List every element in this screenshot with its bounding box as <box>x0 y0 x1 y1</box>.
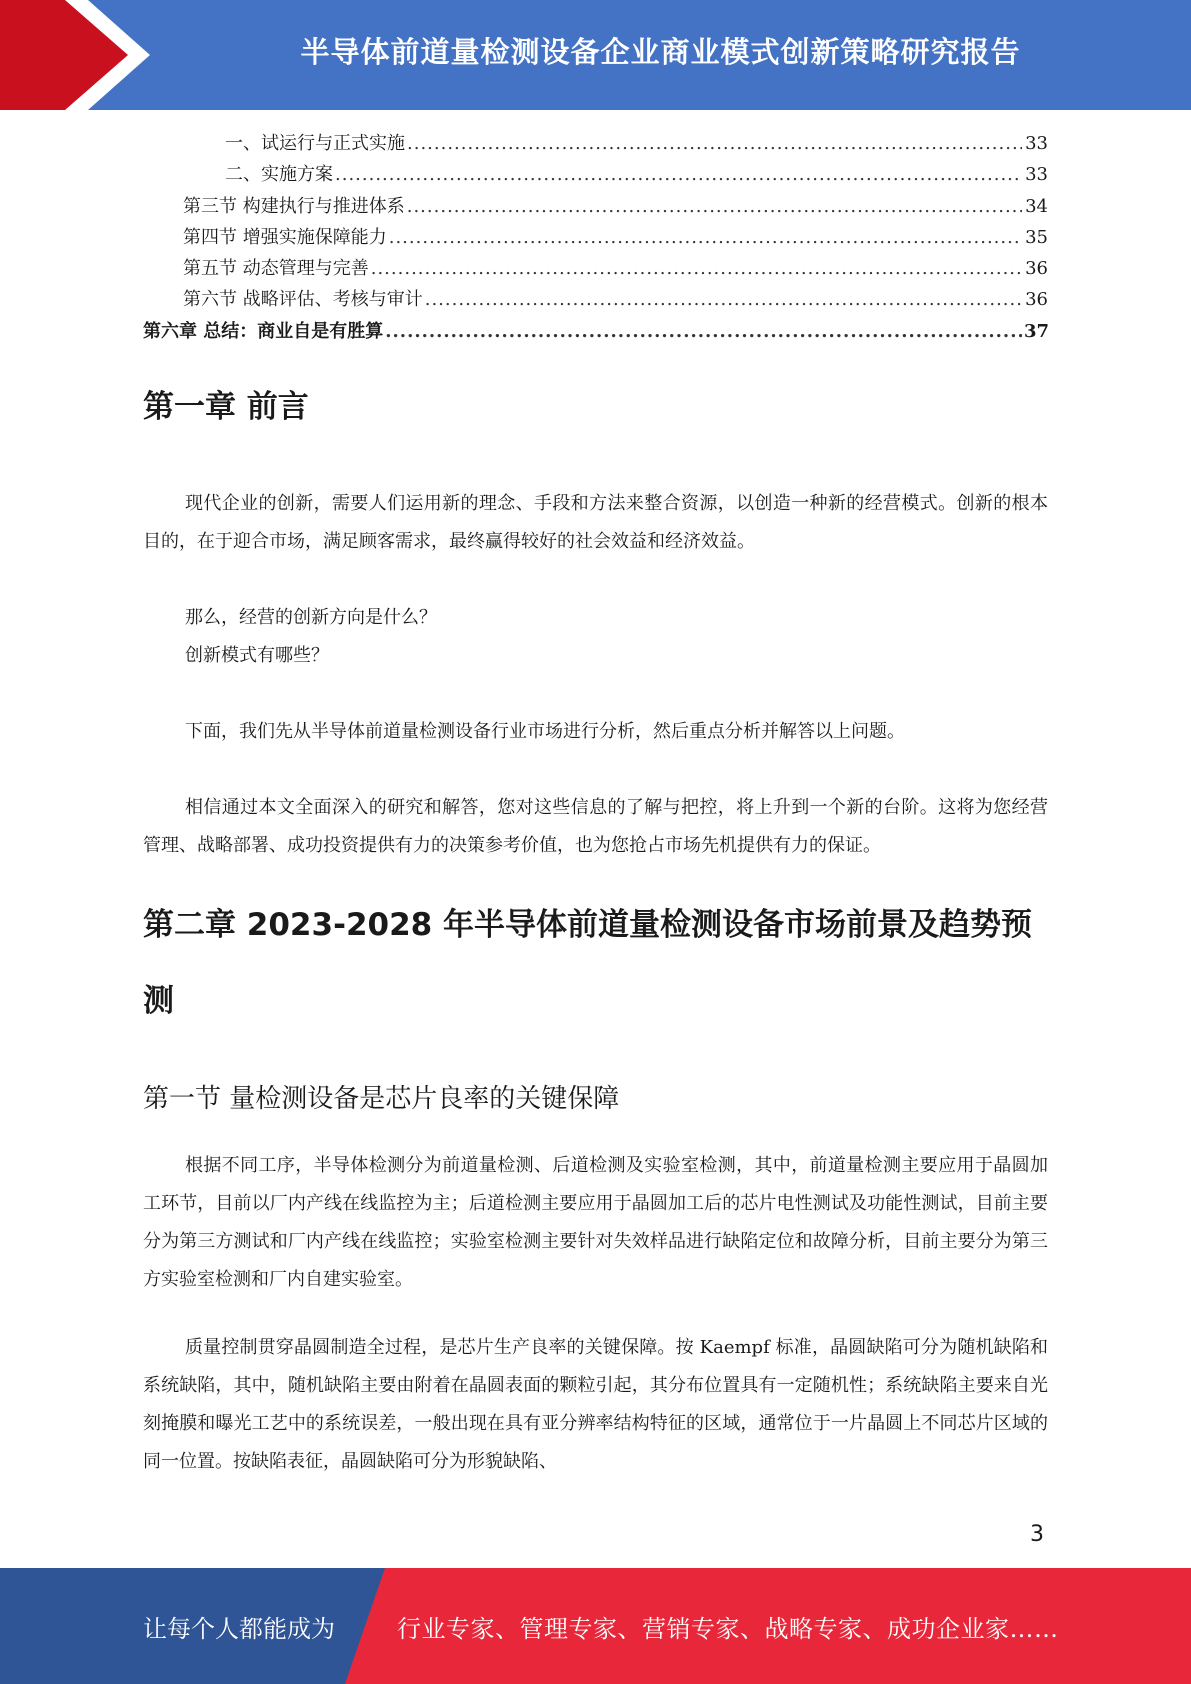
toc-entry-label: 第五节 动态管理与完善 <box>183 258 369 280</box>
toc-entry[interactable] <box>143 191 1048 222</box>
question-line: 那么，经营的创新方向是什么？ <box>185 607 437 629</box>
toc-entry[interactable] <box>143 128 1048 159</box>
question-line: 创新模式有哪些？ <box>185 645 329 667</box>
toc-entry-chapter[interactable] <box>143 316 1048 347</box>
toc-entry[interactable] <box>143 253 1048 284</box>
toc-entry-page: 37 <box>1024 320 1050 342</box>
toc-leader <box>371 253 1022 284</box>
toc-leader <box>407 128 1022 159</box>
header-title: 半导体前道量检测设备企业商业模式创新策略研究报告 <box>300 34 1021 69</box>
toc-entry-page: 33 <box>1025 164 1048 186</box>
chapter-2-title: 第二章 2023-2028 年半导体前道量检测设备市场前景及趋势预测 <box>143 907 1033 1020</box>
page-header <box>0 0 1191 110</box>
toc-entry-page: 34 <box>1025 195 1048 217</box>
toc-leader <box>425 284 1022 315</box>
toc-leader <box>335 159 1022 190</box>
toc-entry-label: 第四节 增强实施保障能力 <box>183 226 387 248</box>
document-body <box>143 128 1048 1481</box>
paragraph: 下面，我们先从半导体前道量检测设备行业市场进行分析，然后重点分析并解答以上问题。 <box>185 721 905 743</box>
toc-entry-label: 第三节 构建执行与推进体系 <box>183 195 405 217</box>
table-of-contents <box>143 128 1048 347</box>
toc-entry[interactable] <box>143 159 1048 190</box>
chapter-1-title: 第一章 前言 <box>143 389 309 426</box>
toc-entry[interactable] <box>143 222 1048 253</box>
paragraph: 根据不同工序，半导体检测分为前道量检测、后道检测及实验室检测，其中，前道量检测主要应用于晶圆加工环节，目前以厂内产线在线监控为主；后道检测主要应用于晶圆加工后的芯片电性测试及功能性测试，目前主要分为第三方测试和厂内产线在线监控；实验室检测主要针对失效样品进行缺陷定位和故障分析，目前主要分为第三方实验室检测和厂内自建实验室。 <box>143 1155 1048 1291</box>
toc-leader <box>385 316 1022 347</box>
toc-entry-page: 33 <box>1025 133 1048 154</box>
footer-slogan-right: 行业专家、管理专家、营销专家、战略专家、成功企业家…… <box>397 1614 1059 1643</box>
toc-entry-label: 第六章 总结：商业自是有胜算 <box>143 320 384 342</box>
toc-entry[interactable] <box>143 284 1048 315</box>
toc-entry-label: 二、实施方案 <box>225 164 333 186</box>
paragraph: 相信通过本文全面深入的研究和解答，您对这些信息的了解与把控，将上升到一个新的台阶。这将为您经营管理、战略部署、成功投资提供有力的决策参考价值，也为您抢占市场先机提供有力的保证。 <box>143 797 1048 857</box>
toc-entry-label: 一、试运行与正式实施 <box>225 133 405 154</box>
toc-entry-page: 35 <box>1025 226 1048 248</box>
page-footer <box>0 1568 1191 1684</box>
toc-leader <box>407 191 1022 222</box>
footer-slogan-left: 让每个人都能成为 <box>143 1614 335 1643</box>
toc-entry-label: 第六节 战略评估、考核与审计 <box>183 289 423 311</box>
toc-entry-page: 36 <box>1025 258 1048 280</box>
toc-leader <box>389 222 1022 253</box>
section-title: 第一节 量检测设备是芯片良率的关键保障 <box>143 1084 620 1115</box>
paragraph: 质量控制贯穿晶圆制造全过程，是芯片生产良率的关键保障。按 Kaempf 标准，晶圆缺陷可分为随机缺陷和系统缺陷，其中，随机缺陷主要由附着在晶圆表面的颗粒引起，其分布位置具有一定随机性；系统缺陷主要来自光刻掩膜和曝光工艺中的系统误差，一般出现在具有亚分辨率结构特征的区域，通常位于一片晶圆上不同芯片区域的同一位置。按缺陷表征，晶圆缺陷可分为形貌缺陷、 <box>143 1337 1048 1473</box>
toc-entry-page: 36 <box>1025 289 1048 311</box>
paragraph: 现代企业的创新，需要人们运用新的理念、手段和方法来整合资源，以创造一种新的经营模式。创新的根本目的，在于迎合市场，满足顾客需求，最终赢得较好的社会效益和经济效益。 <box>143 493 1048 553</box>
page-number: 3 <box>1030 1522 1044 1547</box>
